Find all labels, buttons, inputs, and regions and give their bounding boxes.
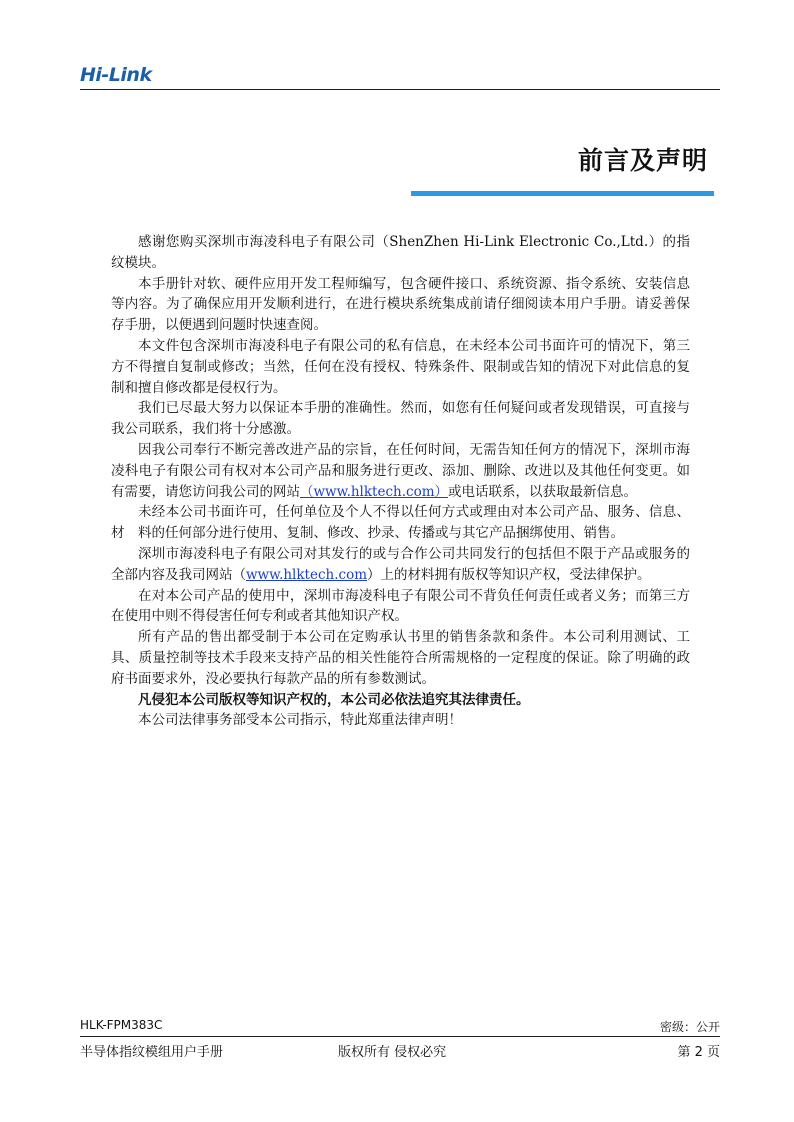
- paragraph-thanks: 感谢您购买深圳市海凌科电子有限公司（ShenZhen Hi-Link Electronic Co.,Ltd.）的指纹模块。: [111, 234, 690, 271]
- paragraph-copyright-tail: ）上的材料拥有版权等知识产权，受法律保护。: [367, 566, 651, 583]
- paragraph-changes: [111, 440, 690, 502]
- statement-body: [111, 232, 690, 731]
- paragraph-copyright: [111, 544, 690, 586]
- website-link[interactable]: （www.hlktech.com）: [300, 483, 448, 500]
- paragraph-private-info: 本文件包含深圳市海凌科电子有限公司的私有信息，在未经本公司书面许可的情况下，第三方不得擅自复制或修改；当然，任何在没有授权、特殊条件、限制或告知的情况下对此信息的复制和擅自修改都是侵权行为。: [111, 337, 690, 396]
- paragraph-changes-text: 因我公司奉行不断完善改进产品的宗旨，在任何时间，无需告知任何方的情况下，深圳市海凌科电子有限公司有权对本公司产品和服务进行更改、添加、删除、改进以及其他任何变更。如有需要，请您访问我公司的网站: [111, 441, 690, 500]
- header-divider: [80, 89, 720, 90]
- paragraph-usage-restriction: 未经本公司书面许可，任何单位及个人不得以任何方式或理由对本公司产品、服务、信息、材 料的任何部分进行使用、复制、修改、抄录、传播或与其它产品捆绑使用、销售。: [111, 504, 690, 542]
- paragraph-accuracy: 我们已尽最大努力以保证本手册的准确性。然而，如您有任何疑问或者发现错误，可直接与我公司联系，我们将十分感激。: [111, 400, 690, 438]
- paragraph-sales-terms: 所有产品的售出都受制于本公司在定购承认书里的销售条款和条件。本公司利用测试、工具、质量控制等技术手段来支持产品的相关性能符合所需规格的一定程度的保证。除了明确的政府书面要求外，没必要执行每款产品的所有参数测试。: [111, 629, 690, 687]
- paragraph-audience: 本手册针对软、硬件应用开发工程师编写，包含硬件接口、系统资源、指令系统、安装信息等内容。为了确保应用开发顺利进行，在进行模块系统集成前请仔细阅读本用户手册。请妥善保存手册，以便遇到问题时快速查阅。: [111, 275, 690, 334]
- website-link-2[interactable]: www.hlktech.com: [246, 566, 367, 583]
- paragraph-legal-declaration: 本公司法律事务部受本公司指示，特此郑重法律声明！: [138, 712, 462, 729]
- paragraph-legal-warning: 凡侵犯本公司版权等知识产权的，本公司必依法追究其法律责任。: [138, 691, 530, 708]
- footer-copyright: 版权所有 侵权必究: [338, 1045, 447, 1060]
- title-accent-bar: [411, 191, 714, 196]
- footer-bottom-row: [80, 1041, 720, 1059]
- footer-page-number: 第 2 页: [677, 1045, 720, 1060]
- paragraph-liability: 在对本公司产品的使用中，深圳市海凌科电子有限公司不背负任何责任或者义务；而第三方在使用中则不得侵害任何专利或者其他知识产权。: [111, 587, 690, 625]
- footer-doc-name: 半导体指纹模组用户手册: [80, 1045, 224, 1060]
- footer-divider: [80, 1036, 720, 1037]
- hi-link-logo: Hi-Link: [80, 64, 152, 86]
- paragraph-changes-tail: 或电话联系，以获取最新信息。: [448, 483, 637, 500]
- page-title: 前言及声明: [577, 146, 708, 175]
- footer-model: HLK-FPM383C: [80, 1018, 163, 1032]
- footer-security-level: 密级：公开: [659, 1020, 720, 1034]
- paragraph-copyright-text: 深圳市海凌科电子有限公司对其发行的或与合作公司共同发行的包括但不限于产品或服务的全部内容及我司网站（: [111, 545, 690, 583]
- footer-top-row: [80, 1018, 720, 1034]
